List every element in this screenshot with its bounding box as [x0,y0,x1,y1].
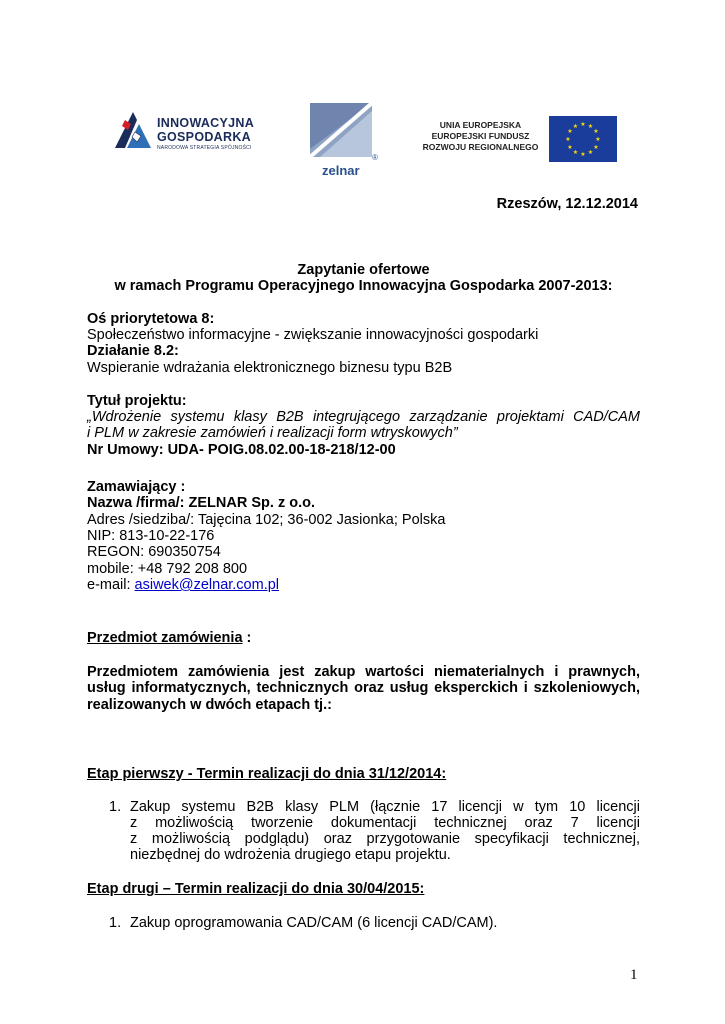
ig-line2: GOSPODARKA [157,130,251,144]
svg-text:★: ★ [580,121,586,128]
ue-line3: ROZWOJU REGIONALNEGO [422,142,539,152]
ue-line2: EUROPEJSKI FUNDUSZ [431,131,530,141]
mobile: mobile: +48 792 208 800 [87,561,248,577]
svg-text:★: ★ [587,149,594,156]
tytul-projektu-label: Tytuł projektu: [87,393,187,409]
tytul-projektu-line1: „Wdrożenie systemu klasy B2B integrującego zarządzanie projektami CAD/CAM [87,409,640,425]
svg-text:★: ★ [580,151,586,158]
przedmiot-line3: realizowanych w dwóch etapach tj.: [87,697,332,713]
etap2-heading: Etap drugi – Termin realizacji do dnia 30/04/2015: [87,881,425,897]
svg-text:★: ★ [567,128,573,135]
przedmiot-heading: Przedmiot zamówienia [87,630,243,646]
doc-title-1: Zapytanie ofertowe [297,262,430,278]
zelnar-name: zelnar [322,163,360,178]
dzialanie-value: Wspieranie wdrażania elektronicznego biznesu typu B2B [87,360,453,376]
doc-title-2: w ramach Programu Operacyjnego Innowacyjna Gospodarka 2007-2013: [114,278,613,294]
dzialanie-label: Działanie 8.2: [87,343,179,359]
przedmiot-heading-row [87,630,251,646]
svg-text:★: ★ [595,136,601,143]
ue-text-block [418,120,543,153]
eu-flag-icon [549,116,617,162]
logo-unia-europejska [418,116,618,164]
nr-umowy: Nr Umowy: UDA- POIG.08.02.00-18-218/12-00 [87,442,396,458]
svg-text:★: ★ [565,136,571,143]
logo-innowacyjna-gospodarka [113,110,263,154]
etap2-list-number: 1. [109,915,122,931]
etap2-list-item: Zakup oprogramowania CAD/CAM (6 licencji CAD/CAM). [130,915,498,931]
svg-text:★: ★ [587,123,594,130]
przedmiot-line1: Przedmiotem zamówienia jest zakup wartości niematerialnych i prawnych, [87,664,640,680]
etap1-heading: Etap pierwszy - Termin realizacji do dnia 31/12/2014: [87,766,447,782]
email-link[interactable]: asiwek@zelnar.com.pl [134,577,280,593]
tytul-projektu-line2: i PLM w zakresie zamówień i realizacji form wtryskowych” [87,425,458,441]
svg-text:★: ★ [567,144,573,151]
email-row [87,577,279,593]
os-priorytetowa-value: Społeczeństwo informacyjne - zwiększanie innowacyjności gospodarki [87,327,539,343]
zamawiajacy-label: Zamawiający : [87,479,186,495]
ig-line1: INNOWACYJNA [157,116,255,130]
ue-line1: UNIA EUROPEJSKA [439,120,522,130]
zelnar-registered-mark: ® [372,153,378,162]
etap1-line2: z możliwością tworzenie dokumentacji technicznej oraz 7 licencji [130,815,640,831]
etap1-line3: z możliwością podglądu) oraz przygotowanie specyfikacji technicznej, [130,831,640,847]
page-number: 1 [630,967,638,983]
svg-text:★: ★ [593,128,599,135]
innowacyjna-gospodarka-emblem-icon [113,110,153,154]
etap1-list-number: 1. [109,799,122,815]
przedmiot-colon: : [242,630,252,646]
svg-text:★: ★ [572,149,579,156]
etap1-list-item [130,799,640,863]
place-date: Rzeszów, 12.12.2014 [496,196,638,212]
email-label: e-mail: [87,577,135,593]
etap1-line4: niezbędnej do wdrożenia drugiego etapu projektu. [130,847,451,863]
svg-text:★: ★ [572,123,579,130]
nip: NIP: 813-10-22-176 [87,528,215,544]
logo-zelnar [310,103,382,179]
etap1-line1: Zakup systemu B2B klasy PLM (łącznie 17 licencji w tym 10 licencji [130,799,640,815]
ig-sub: NARODOWA STRATEGIA SPÓJNOŚCI [157,145,252,151]
regon: REGON: 690350754 [87,544,221,560]
os-priorytetowa-label: Oś priorytetowa 8: [87,311,215,327]
adres-siedziba: Adres /siedziba/: Tajęcina 102; 36-002 Jasionka; Polska [87,512,446,528]
przedmiot-line2: usług informatycznych, technicznych oraz usług eksperckich i szkoleniowych, [87,680,640,696]
nazwa-firma: Nazwa /firma/: ZELNAR Sp. z o.o. [87,495,315,511]
svg-text:★: ★ [593,144,599,151]
zelnar-logo-icon [310,103,378,159]
